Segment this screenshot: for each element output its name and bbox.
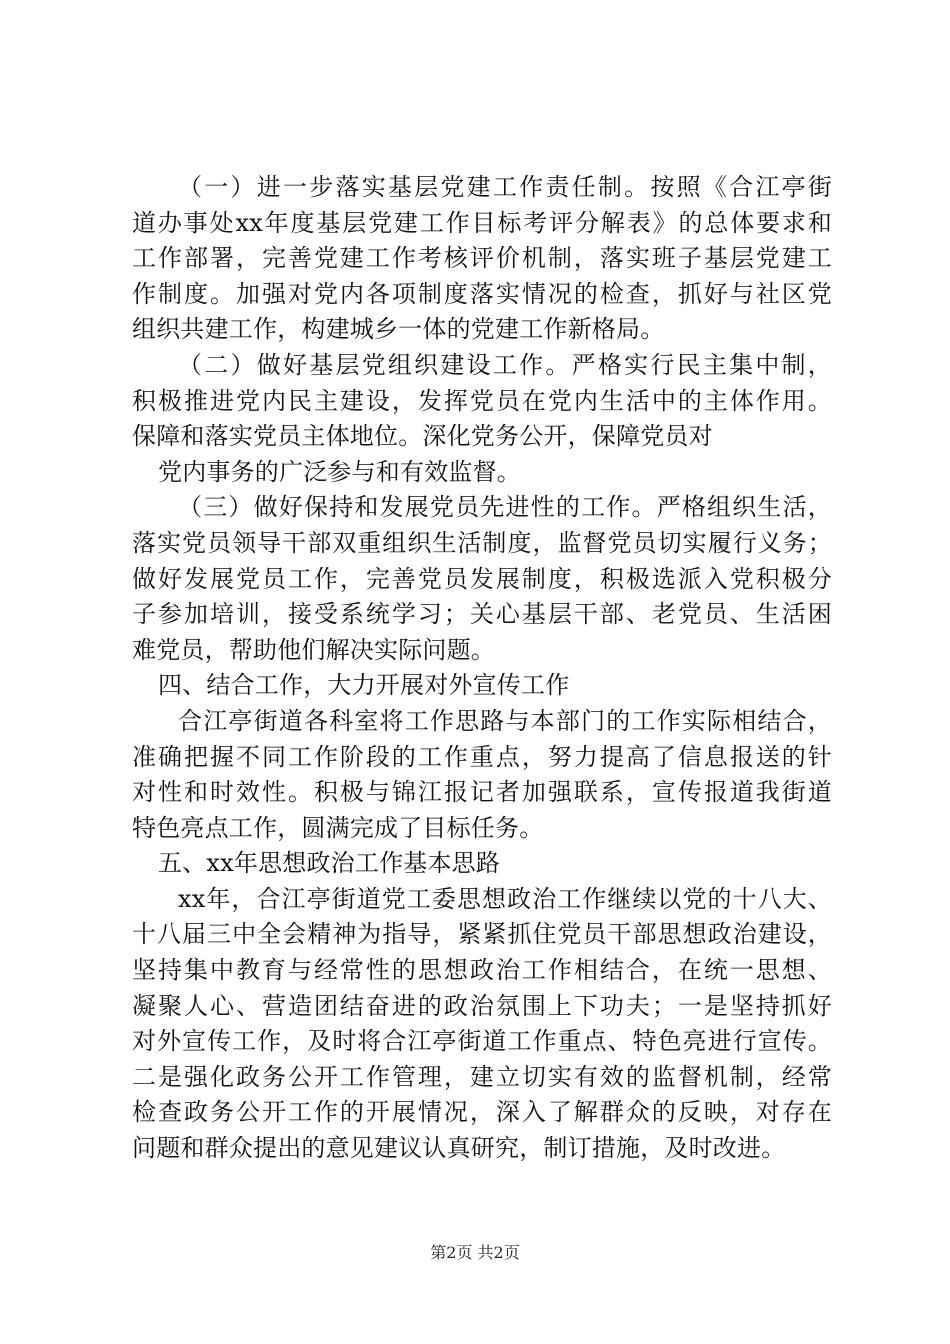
- paragraph-line: 落实党员领导干部双重组织生活制度，监督党员切实履行义务；: [132, 528, 832, 557]
- document-body: [132, 170, 832, 1167]
- paragraph-line: 二是强化政务公开工作管理，建立切实有效的监督机制，经常: [132, 1062, 832, 1091]
- paragraph-line: 难党员，帮助他们解决实际问题。: [132, 635, 495, 664]
- paragraph-line: 合江亭街道各科室将工作思路与本部门的工作实际相结合，: [178, 706, 832, 735]
- paragraph-line: 坚持集中教育与经常性的思想政治工作相结合，在统一思想、: [132, 956, 832, 985]
- paragraph-line: 特色亮点工作，圆满完成了目标任务。: [132, 813, 544, 842]
- paragraph-line: （一）进一步落实基层党建工作责任制。按照《合江亭街: [178, 173, 832, 201]
- paragraph-line: （二）做好基层党组织建设工作。严格实行民主集中制，: [178, 350, 832, 379]
- paragraph-line: 检查政务公开工作的开展情况，深入了解群众的反映，对存在: [132, 1098, 832, 1127]
- paragraph-line: 保障和落实党员主体地位。深化党务公开，保障党员对: [132, 422, 713, 451]
- paragraph-line: 作制度。加强对党内各项制度落实情况的检查，抓好与社区党: [132, 279, 832, 308]
- section-heading: 四、结合工作，大力开展对外宣传工作: [158, 671, 570, 700]
- paragraph-line: 做好发展党员工作，完善党员发展制度，积极选派入党积极分: [132, 564, 832, 593]
- paragraph-line: 准确把握不同工作阶段的工作重点，努力提高了信息报送的针: [132, 742, 832, 771]
- page-footer: [0, 1240, 950, 1263]
- paragraph-line: 子参加培训，接受系统学习；关心基层干部、老党员、生活困: [132, 600, 832, 629]
- paragraph-line: 组织共建工作，构建城乡一体的党建工作新格局。: [132, 315, 665, 344]
- paragraph-line: 问题和群众提出的意见建议认真研究，制订措施，及时改进。: [132, 1134, 786, 1163]
- paragraph-line: 工作部署，完善党建工作考核评价机制，落实班子基层党建工: [132, 244, 832, 273]
- paragraph-line: 道办事处xx年度基层党建工作目标考评分解表》的总体要求和: [132, 208, 832, 237]
- paragraph-line: 凝聚人心、营造团结奋进的政治氛围上下功夫；一是坚持抓好: [132, 991, 832, 1020]
- paragraph-line: 党内事务的广泛参与和有效监督。: [158, 457, 521, 486]
- paragraph-line: 十八届三中全会精神为指导，紧紧抓住党员干部思想政治建设，: [132, 920, 832, 949]
- paragraph-line: 对外宣传工作，及时将合江亭街道工作重点、特色亮进行宣传。: [132, 1027, 832, 1056]
- paragraph-line: 对性和时效性。积极与锦江报记者加强联系，宣传报道我街道: [132, 778, 832, 807]
- paragraph-line: xx年，合江亭街道党工委思想政治工作继续以党的十八大、: [178, 884, 832, 913]
- section-heading: 五、xx年思想政治工作基本思路: [158, 849, 501, 878]
- paragraph-line: 积极推进党内民主建设，发挥党员在党内生活中的主体作用。: [132, 386, 832, 415]
- paragraph-line: （三）做好保持和发展党员先进性的工作。严格组织生活，: [178, 493, 832, 522]
- page-number-label: 第2页 共2页: [430, 1243, 520, 1262]
